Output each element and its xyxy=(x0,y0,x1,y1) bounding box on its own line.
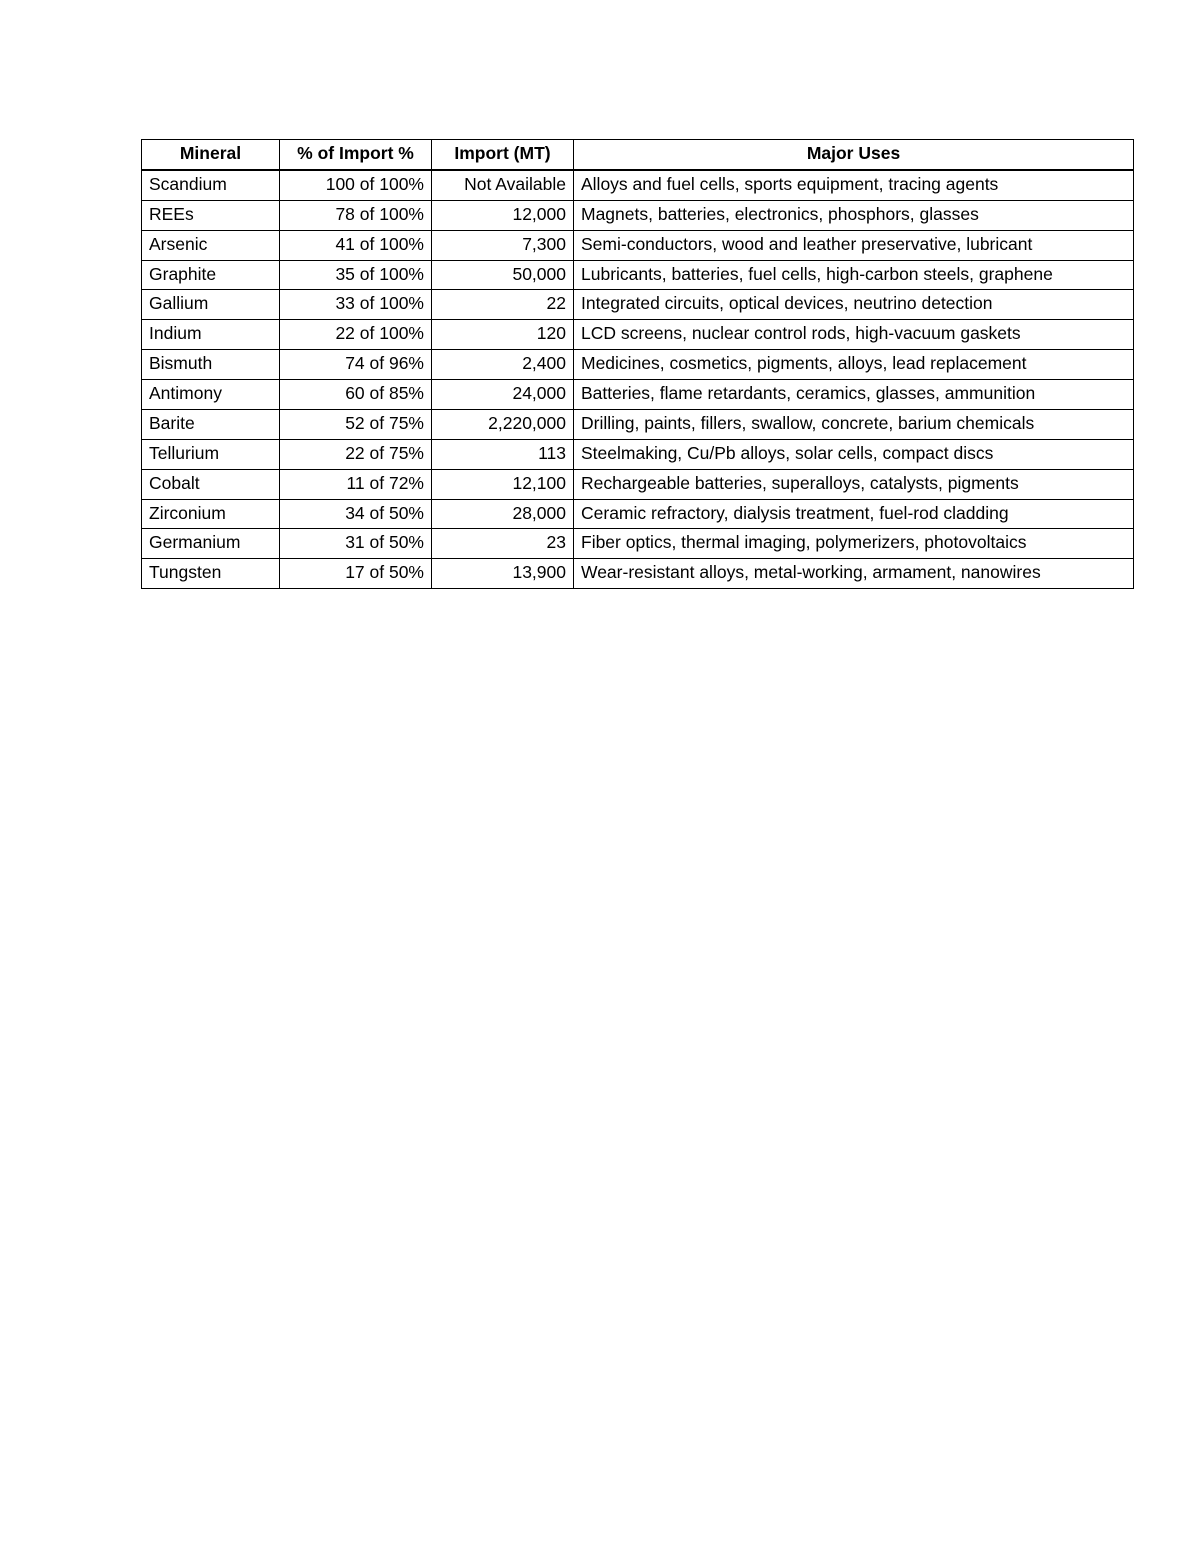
cell-import: 12,000 xyxy=(432,200,574,230)
cell-percent: 35 of 100% xyxy=(280,260,432,290)
cell-percent: 31 of 50% xyxy=(280,529,432,559)
cell-import: 2,220,000 xyxy=(432,409,574,439)
cell-import: 24,000 xyxy=(432,380,574,410)
column-header-percent-of-import: % of Import % xyxy=(280,140,432,170)
cell-percent: 34 of 50% xyxy=(280,499,432,529)
cell-uses: Fiber optics, thermal imaging, polymerizers, photovoltaics xyxy=(574,529,1134,559)
cell-import: 28,000 xyxy=(432,499,574,529)
table-row xyxy=(142,529,1134,559)
critical-minerals-table xyxy=(141,139,1134,589)
column-header-major-uses: Major Uses xyxy=(574,140,1134,170)
cell-percent: 52 of 75% xyxy=(280,409,432,439)
cell-uses: Magnets, batteries, electronics, phosphors, glasses xyxy=(574,200,1134,230)
cell-uses: Drilling, paints, fillers, swallow, concrete, barium chemicals xyxy=(574,409,1134,439)
column-header-mineral: Mineral xyxy=(142,140,280,170)
cell-import: 113 xyxy=(432,439,574,469)
cell-mineral: Tellurium xyxy=(142,439,280,469)
cell-mineral: Gallium xyxy=(142,290,280,320)
cell-mineral: Indium xyxy=(142,320,280,350)
cell-mineral: Tungsten xyxy=(142,559,280,589)
cell-uses: Wear-resistant alloys, metal-working, armament, nanowires xyxy=(574,559,1134,589)
table-body xyxy=(142,170,1134,589)
cell-percent: 60 of 85% xyxy=(280,380,432,410)
cell-mineral: REEs xyxy=(142,200,280,230)
cell-mineral: Scandium xyxy=(142,170,280,200)
cell-percent: 17 of 50% xyxy=(280,559,432,589)
cell-mineral: Cobalt xyxy=(142,469,280,499)
cell-percent: 41 of 100% xyxy=(280,230,432,260)
cell-percent: 22 of 100% xyxy=(280,320,432,350)
table-row xyxy=(142,350,1134,380)
cell-import: 22 xyxy=(432,290,574,320)
cell-percent: 11 of 72% xyxy=(280,469,432,499)
table-row xyxy=(142,200,1134,230)
cell-uses: LCD screens, nuclear control rods, high-vacuum gaskets xyxy=(574,320,1134,350)
table-row xyxy=(142,439,1134,469)
cell-uses: Semi-conductors, wood and leather preservative, lubricant xyxy=(574,230,1134,260)
cell-percent: 78 of 100% xyxy=(280,200,432,230)
cell-import: 50,000 xyxy=(432,260,574,290)
cell-mineral: Zirconium xyxy=(142,499,280,529)
table-row xyxy=(142,499,1134,529)
table-header xyxy=(142,140,1134,170)
table-header-row xyxy=(142,140,1134,170)
cell-uses: Lubricants, batteries, fuel cells, high-carbon steels, graphene xyxy=(574,260,1134,290)
cell-import: 13,900 xyxy=(432,559,574,589)
table-row xyxy=(142,380,1134,410)
table-container xyxy=(141,139,1133,589)
cell-mineral: Graphite xyxy=(142,260,280,290)
cell-mineral: Antimony xyxy=(142,380,280,410)
cell-percent: 22 of 75% xyxy=(280,439,432,469)
table-row xyxy=(142,320,1134,350)
cell-mineral: Arsenic xyxy=(142,230,280,260)
table-row xyxy=(142,559,1134,589)
cell-import: 2,400 xyxy=(432,350,574,380)
cell-percent: 100 of 100% xyxy=(280,170,432,200)
cell-mineral: Germanium xyxy=(142,529,280,559)
cell-percent: 33 of 100% xyxy=(280,290,432,320)
table-row xyxy=(142,409,1134,439)
cell-uses: Medicines, cosmetics, pigments, alloys, lead replacement xyxy=(574,350,1134,380)
cell-percent: 74 of 96% xyxy=(280,350,432,380)
table-row xyxy=(142,469,1134,499)
cell-import: Not Available xyxy=(432,170,574,200)
cell-mineral: Barite xyxy=(142,409,280,439)
cell-uses: Rechargeable batteries, superalloys, catalysts, pigments xyxy=(574,469,1134,499)
table-row xyxy=(142,170,1134,200)
cell-uses: Alloys and fuel cells, sports equipment, tracing agents xyxy=(574,170,1134,200)
table-row xyxy=(142,260,1134,290)
cell-uses: Batteries, flame retardants, ceramics, glasses, ammunition xyxy=(574,380,1134,410)
column-header-import-mt: Import (MT) xyxy=(432,140,574,170)
cell-import: 7,300 xyxy=(432,230,574,260)
cell-uses: Integrated circuits, optical devices, neutrino detection xyxy=(574,290,1134,320)
table-row xyxy=(142,290,1134,320)
cell-import: 23 xyxy=(432,529,574,559)
cell-uses: Steelmaking, Cu/Pb alloys, solar cells, compact discs xyxy=(574,439,1134,469)
cell-uses: Ceramic refractory, dialysis treatment, fuel-rod cladding xyxy=(574,499,1134,529)
table-row xyxy=(142,230,1134,260)
cell-mineral: Bismuth xyxy=(142,350,280,380)
cell-import: 12,100 xyxy=(432,469,574,499)
cell-import: 120 xyxy=(432,320,574,350)
